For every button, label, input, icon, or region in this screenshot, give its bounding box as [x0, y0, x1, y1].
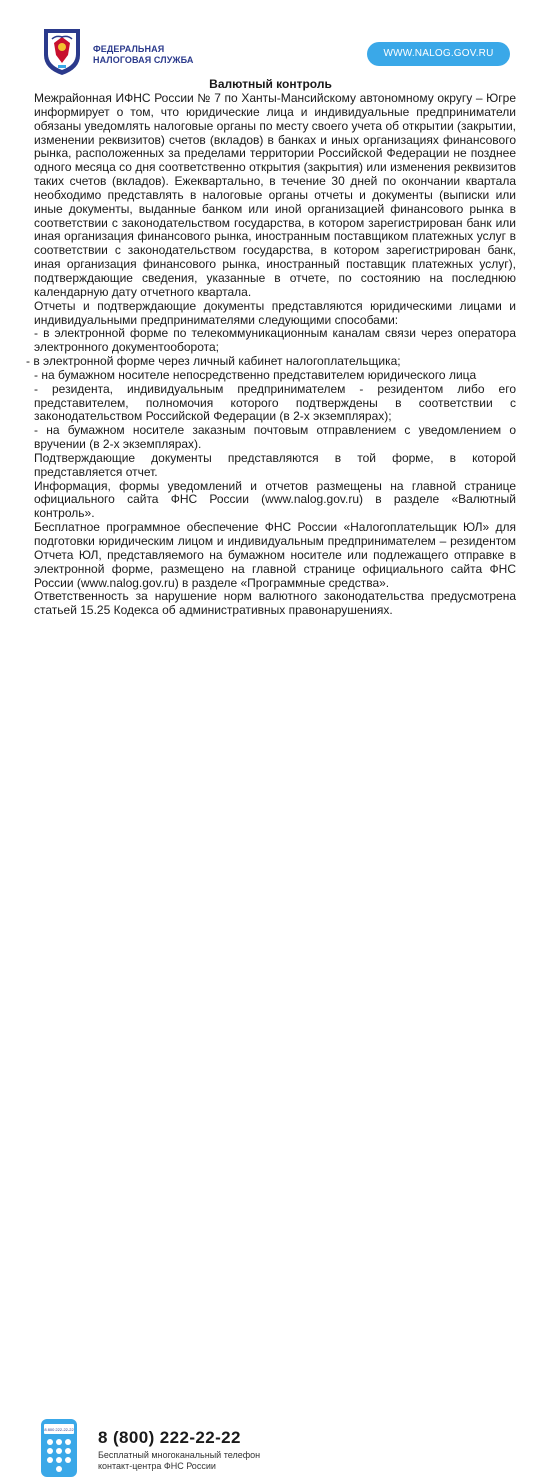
- list-item-paper-direct: - на бумажном носителе непосредственно представителем юридического лица: [34, 367, 477, 382]
- hotline-caption-line1: Бесплатный многоканальный телефон: [98, 1450, 261, 1460]
- org-name-line1: ФЕДЕРАЛЬНАЯ: [93, 44, 165, 54]
- paragraph-software: Бесплатное программное обеспечение ФНС России «Налогоплательщик ЮЛ» для подготовки юридическим лицом и индивидуальным предпринимателем – резидентом Отчета ЮЛ, представляемого на бумажном носителе или подлежащего отправке в электронной форме, размещено на главной странице официального сайта ФНС России (www.nalog.gov.ru) в разделе «Программные средства».: [34, 520, 516, 590]
- list-item-paper-mail: - на бумажном носителе заказным почтовым отправлением с уведомлением о вручении (в 2-х экземплярах).: [34, 423, 516, 452]
- hotline-caption-line2: контакт-центра ФНС России: [98, 1461, 216, 1471]
- organization-name: [93, 44, 193, 66]
- phone-screen-text: 8 800 222-22-22: [44, 1427, 74, 1432]
- hotline-caption: [98, 1450, 260, 1472]
- page-footer: [0, 706, 541, 1471]
- list-item-paper-resident: - резидента, индивидуальным предпринимателем - резидентом либо его представителем, полномочия которого подтверждены в соответствии с законодательством Российской Федерации (в 2-х экземплярах);: [34, 381, 516, 424]
- fns-emblem-icon: [40, 25, 84, 77]
- paragraph-intro: Межрайонная ИФНС России № 7 по Ханты-Мансийскому автономному округу – Югре информирует о том, что юридические лица и индивидуальные предприниматели обязаны уведомлять налоговые органы по месту своего учета об открытии (закрытии, изменении реквизитов) счетов (вкладов) в банках и иных организациях финансового рынка, расположенных за пределами территории Российской Федерации не позднее одного месяца со дня соответственно открытия (закрытия) или изменения реквизитов таких счетов (вкладов). Ежеквартально, в течение 30 дней по окончании квартала необходимо представлять в налоговые органы отчеты и документы (выписки или иные документы, выданные банком или иной организацией финансового рынка в соответствии с законодательством государства, в котором зарегистрирован банк или иная организация финансового рынка, иностранным поставщиком платежных услуг в соответствии с законодательством государства, в котором зарегистрирован банк, иная организация финансового рынка, иностранный поставщик платежных услуг), подтверждающие сведения, указанные в отчете, по состоянию на последнюю календарную дату отчетного квартала.: [34, 91, 516, 299]
- phone-icon: [40, 1418, 78, 1478]
- page-header: [0, 0, 541, 80]
- org-name-line2: НАЛОГОВАЯ СЛУЖБА: [93, 55, 194, 65]
- hotline-phone-number[interactable]: 8 (800) 222-22-22: [98, 1428, 241, 1447]
- document-body: [26, 91, 516, 618]
- paragraph-information: Информация, формы уведомлений и отчетов размещены на главной странице официального сайта ФНС России (www.nalog.gov.ru) в разделе «Валютный контроль».: [34, 478, 516, 521]
- paragraph-methods: Отчеты и подтверждающие документы представляются юридическими лицами и индивидуальными предпринимателями следующими способами:: [34, 298, 516, 327]
- list-item-electronic-edo: - в электронной форме по телекоммуникационным каналам связи через оператора электронного документооборота;: [34, 326, 516, 355]
- document-title: Валютный контроль: [209, 77, 332, 91]
- paragraph-confirming-docs: Подтверждающие документы представляются в той форме, в которой представляется отчет.: [34, 450, 516, 479]
- list-item-electronic-cabinet: - в электронной форме через личный кабинет налогоплательщика;: [26, 354, 401, 369]
- website-link-button[interactable]: WWW.NALOG.GOV.RU: [367, 42, 510, 66]
- paragraph-responsibility: Ответственность за нарушение норм валютного законодательства предусмотрена статьей 15.25 Кодекса об административных правонарушениях.: [34, 589, 516, 618]
